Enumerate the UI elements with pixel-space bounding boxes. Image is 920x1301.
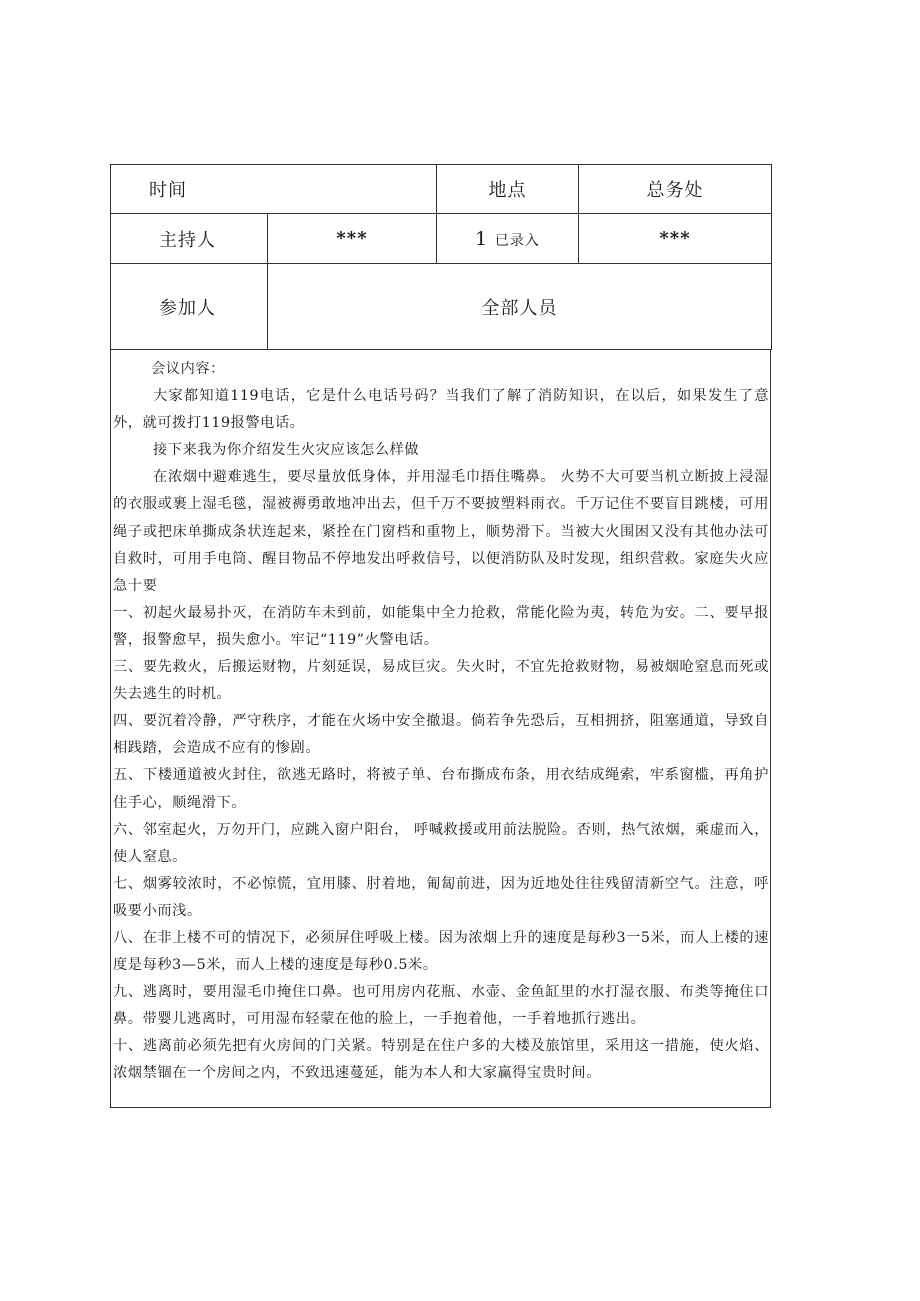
recorder-label — [437, 214, 579, 264]
location-label: 地点 — [437, 165, 579, 214]
content-paragraph: 七、烟雾较浓时，不必惊慌，宜用膝、肘着地，匍匐前进，因为近地处往往残留清新空气。注意，呼吸要小而浅。 — [113, 875, 769, 919]
participants-label: 参加人 — [111, 264, 268, 350]
location-value: 总务处 — [579, 165, 772, 214]
participants-row — [111, 264, 772, 350]
host-value: *** — [268, 214, 437, 264]
participants-value: 全部人员 — [268, 264, 772, 350]
recorder-value: *** — [579, 214, 772, 264]
recorder-number: 1 — [475, 227, 489, 250]
meeting-record-form — [110, 164, 771, 1108]
content-paragraph: 六、邻室起火，万勿开门，应跳入窗户阳台， 呼喊救援或用前法脱险。否则，热气浓烟，乘虚而入，使人窒息。 — [113, 821, 769, 865]
content-paragraph: 一、初起火最易扑灭，在消防车未到前，如能集中全力抢救，常能化险为夷，转危为安。二、要早报警，报警愈早，损失愈小。牢记“119”火警电话。 — [113, 604, 769, 648]
host-label: 主持人 — [111, 214, 268, 264]
content-paragraph: 三、要先救火，后搬运财物，片刻延误，易成巨灾。失火时，不宜先抢救财物，易被烟呛窒息而死或失去逃生的时机。 — [113, 659, 769, 703]
content-paragraph: 大家都知道119电话，它是什么电话号码？当我们了解了消防知识，在以后，如果发生了意外，就可拨打119报警电话。 — [113, 388, 769, 432]
recorder-text: 已录入 — [494, 232, 540, 249]
content-paragraph: 十、逃离前必须先把有火房间的门关紧。特别是在住户多的大楼及旅馆里，采用这一措施，使火焰、浓烟禁锢在一个房间之内，不致迅速蔓延，能为本人和大家赢得宝贵时间。 — [113, 1038, 769, 1082]
host-row — [111, 214, 772, 264]
content-paragraph: 接下来我为你介绍发生火灾应该怎么样做 — [153, 442, 420, 459]
content-paragraph: 五、下楼通道被火封住，欲逃无路时，将被子单、台布撕成布条，用衣结成绳索，牢系窗槛，再角护住手心，顺绳滑下。 — [113, 767, 769, 811]
time-location-row — [111, 165, 772, 214]
content-label: 会议内容： — [151, 361, 225, 377]
meeting-info-table — [110, 164, 772, 350]
content-paragraph: 四、要沉着冷静，严守秩序，才能在火场中安全撤退。倘若争先恐后，互相拥挤，阻塞通道，导致自相践踏，会造成不应有的惨剧。 — [113, 713, 769, 757]
content-paragraph: 八、在非上楼不可的情况下，必须屏住呼吸上楼。因为浓烟上升的速度是每秒3一5米，而人上楼的速度是每秒3—5米，而人上楼的速度是每秒0.5米。 — [113, 929, 769, 974]
meeting-content — [110, 350, 771, 1108]
content-paragraph: 九、逃离时，要用湿毛巾掩住口鼻。也可用房内花瓶、水壶、金鱼缸里的水打湿衣服、布类等掩住口鼻。带婴儿逃离时，可用湿布轻蒙在他的脸上，一手抱着他，一手着地抓行逃出。 — [113, 984, 769, 1028]
content-paragraph: 在浓烟中避难逃生，要尽量放低身体，并用湿毛巾捂住嘴鼻。 火势不大可要当机立断披上浸湿的衣服或裹上湿毛毯，湿被褥勇敢地冲出去，但千万不要披塑料雨衣。千万记住不要盲目跳楼，可用绳子或把床单撕成条状连起来，紧拴在门窗档和重物上，顺势滑下。当被大火围困又没有其他办法可自救时，可用手电筒、醒目物品不停地发出呼救信号，以便消防队及时发现，组织营救。家庭失火应急十要 — [113, 469, 769, 594]
time-label: 时间 — [111, 165, 437, 214]
